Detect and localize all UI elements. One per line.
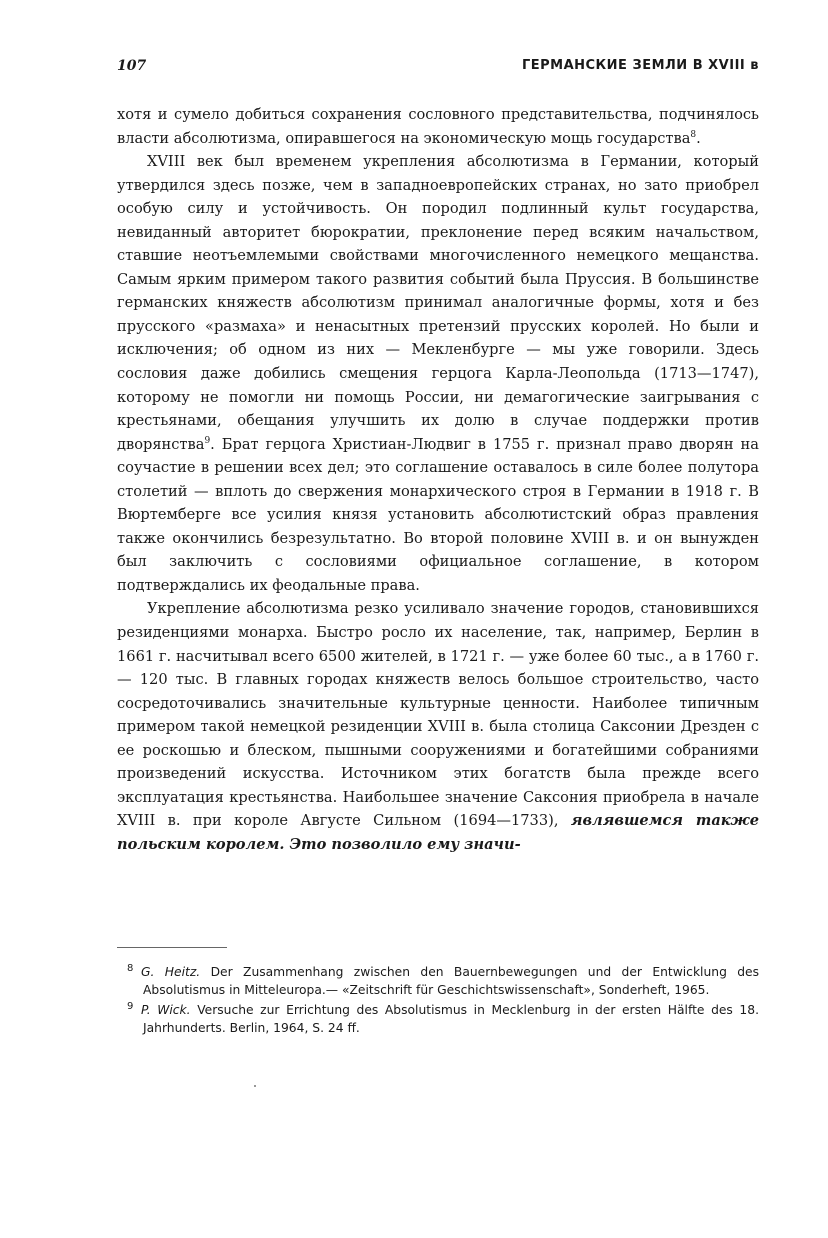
paragraph-2-text-b: . Брат герцога Христиан-Людвиг в 1755 г. признал право дворян на соучастие в решении всех дел; это соглашение оставалось в силе более полутора столетий — вплоть до свержения монархического строя в Германии в 1918 г. В Вюртемберге все усилия князя установить абсолютистский образ правления также окончились безрезультатно. Во второй половине XVIII в. и он вынужден был заключить с сословиями официальное соглашение, в котором подтверждались их феодальные права. <box>117 435 759 594</box>
running-title: ГЕРМАНСКИЕ ЗЕМЛИ В XVIII в <box>521 58 759 73</box>
footnote-author: G. Heitz. <box>141 965 201 979</box>
footnote-9: 9 P. Wick. Versuche zur Errichtung des Absolutismus in Mecklenburg in der ersten Hälfte des 18. Jahrhunderts. Berlin, 1964, S. 24 ff. <box>127 1000 759 1035</box>
page-header <box>117 58 759 80</box>
paragraph-3 <box>117 597 759 856</box>
paragraph-1-tail: . <box>696 129 701 147</box>
paragraph-2 <box>117 150 759 597</box>
paragraph-3-text: Укрепление абсолютизма резко усиливало значение городов, становившихся резиденциями монарха. Быстро росло их население, так, например, Берлин в 1661 г. насчитывал всего 6500 жителей, в 1721 г. — уже более 60 тыс., а в 1760 г. — 120 тыс. В главных городах княжеств велось большое строительство, часто сосредоточивались значительные культурные ценности. Наиболее типичным примером такой немецкой резиденции XVIII в. была столица Саксонии Дрезден с ее роскошью и блеском, пышными сооружениями и богатейшими собраниями произведений искусства. Источником этих богатств была прежде всего эксплуатация крестьянства. Наибольшее значение Саксония приобрела в начале XVIII в. при короле Августе Сильном (1694—1733), <box>117 600 759 830</box>
footnote-text: Der Zusammenhang zwischen den Bauernbewegungen und der Entwicklung des Absolutismus in Mitteleuropa.— «Zeitschrift für Geschichtswissenschaft», Sonderheft, 1965. <box>143 965 760 998</box>
paragraph-1 <box>117 103 759 150</box>
paragraph-1-text: хотя и сумело добиться сохранения сословного представительства, подчинялось власти абсолютизма, опиравшегося на экономическую мощь государства <box>117 106 759 147</box>
paragraph-2-text-a: XVIII век был временем укрепления абсолютизма в Германии, который утвердился здесь позже, чем в западноевропейских странах, но зато приобрел особую силу и устойчивость. Он породил подлинный культ государства, невиданный авторитет бюрократии, преклонение перед всяким начальством, ставшие неотъемлемыми свойствами многочисленного немецкого мещанства. Самым ярким примером такого развития событий была Пруссия. В большинстве германских княжеств абсолютизм принимал аналогичные формы, хотя и без прусского «размаха» и ненасытных претензий прусских королей. Но были и исключения; об одном из них — Мекленбурге — мы уже говорили. Здесь сословия даже добились смещения герцога Карла-Леопольда (1713—1747), которому не помогли ни помощь России, ни демагогические заигрывания с крестьянами, обещания улучшить их долю в случае поддержки против дворянства <box>117 153 759 453</box>
footnote-author: P. Wick. <box>141 1002 191 1017</box>
footnotes <box>117 963 759 1038</box>
paragraph-3-emphasis: являвшемся также польским королем. Это позволило ему значи- <box>117 812 759 853</box>
footnote-ref-8: 8 <box>690 129 697 140</box>
footnote-text: Versuche zur Errichtung des Absolutismus in Mecklenburg in der ersten Hälfte des 18. Jahrhunderts. Berlin, 1964, S. 24 ff. <box>143 1002 759 1035</box>
page-number: 107 <box>117 58 147 74</box>
footnote-8: 8 G. Heitz. Der Zusammenhang zwischen den Bauernbewegungen und der Entwicklung des Absolutismus in Mitteleuropa.— «Zeitschrift für Geschichtswissenschaft», Sonderheft, 1965. <box>127 962 760 998</box>
print-speck <box>254 1085 256 1087</box>
body-text <box>117 103 759 857</box>
footnote-ref-9: 9 <box>204 435 211 446</box>
footnote-divider <box>117 947 227 948</box>
